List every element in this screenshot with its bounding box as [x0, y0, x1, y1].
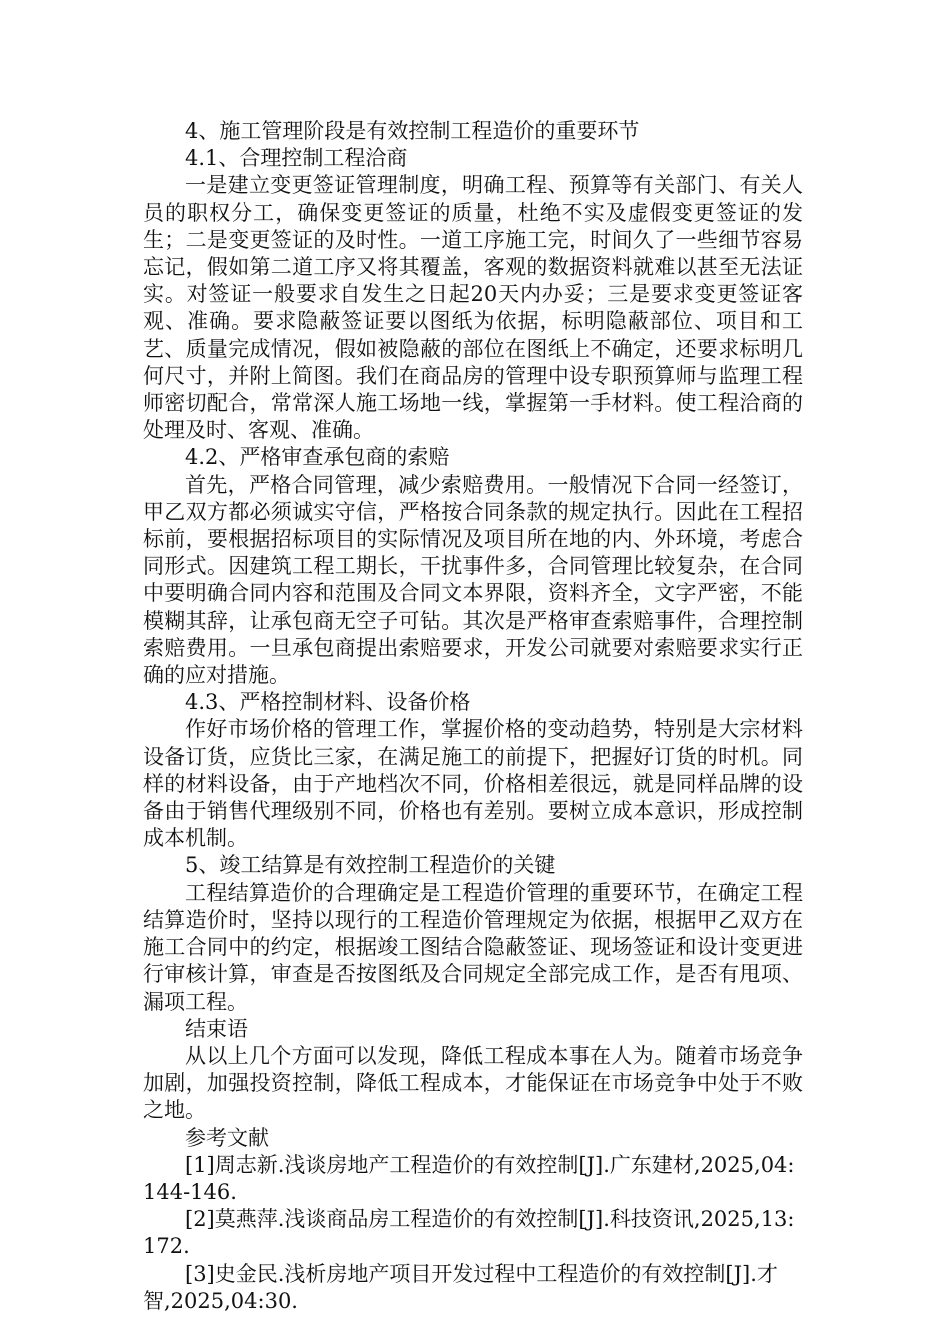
paragraph-conclusion: 从以上几个方面可以发现，降低工程成本事在人为。随着市场竞争加剧，加强投资控制，降低工程成本，才能保证在市场竞争中处于不败之地。: [143, 1043, 803, 1123]
conclusion-heading: 结束语: [185, 1016, 248, 1041]
reference-item-1: [1]周志新.浅谈房地产工程造价的有效控制[J].广东建材,2025,04:144-146.: [143, 1152, 795, 1204]
subsection-heading-4-3: 4.3、严格控制材料、设备价格: [185, 690, 471, 715]
section-heading-5: 5、竣工结算是有效控制工程造价的关键: [185, 853, 556, 878]
reference-item-2: [2]莫燕萍.浅谈商品房工程造价的有效控制[J].科技资讯,2025,13:172.: [143, 1207, 795, 1259]
subsection-heading-4-1: 4.1、合理控制工程洽商: [185, 146, 408, 171]
reference-item-3: [3]史金民.浅析房地产项目开发过程中工程造价的有效控制[J].才智,2025,04:30.: [143, 1261, 778, 1313]
subsection-heading-4-2: 4.2、严格审查承包商的索赔: [185, 445, 450, 470]
references-heading: 参考文献: [185, 1125, 269, 1150]
section-heading-4: 4、施工管理阶段是有效控制工程造价的重要环节: [185, 119, 640, 143]
paragraph-settlement: 工程结算造价的合理确定是工程造价管理的重要环节，在确定工程结算造价时，坚持以现行的工程造价管理规定为依据，根据甲乙双方在施工合同中的约定，根据竣工图结合隐蔽签证、现场签证和设计变更进行审核计算，审查是否按图纸及合同规定全部完成工作，是否有甩项、漏项工程。: [143, 880, 803, 1014]
document-body: [143, 118, 803, 1315]
paragraph-material-prices: 作好市场价格的管理工作，掌握价格的变动趋势，特别是大宗材料设备订货，应货比三家，在满足施工的前提下，把握好订货的时机。同样的材料设备，由于产地档次不同，价格相差很远，就是同样品牌的设备由于销售代理级别不同，价格也有差别。要树立成本意识，形成控制成本机制。: [143, 717, 803, 851]
paragraph-claims: 首先，严格合同管理，减少索赔费用。一般情况下合同一经签订，甲乙双方都必须诚实守信，严格按合同条款的规定执行。因此在工程招标前，要根据招标项目的实际情况及项目所在地的内、外环境，考虑合同形式。因建筑工程工期长，干扰事件多，合同管理比较复杂，在合同中要明确合同内容和范围及合同文本界限，资料齐全，文字严密，不能模糊其辞，让承包商无空子可钻。其次是严格审查索赔事件，合理控制索赔费用。一旦承包商提出索赔要求，开发公司就要对索赔要求实行正确的应对措施。: [143, 472, 803, 688]
paragraph-change-visa: 一是建立变更签证管理制度，明确工程、预算等有关部门、有关人员的职权分工，确保变更签证的质量，杜绝不实及虚假变更签证的发生；二是变更签证的及时性。一道工序施工完，时间久了一些细节容易忘记，假如第二道工序又将其覆盖，客观的数据资料就难以甚至无法证实。对签证一般要求自发生之日起20天内办妥；三是要求变更签证客观、准确。要求隐蔽签证要以图纸为依据，标明隐蔽部位、项目和工艺、质量完成情况，假如被隐蔽的部位在图纸上不确定，还要求标明几何尺寸，并附上简图。我们在商品房的管理中设专职预算师与监理工程师密切配合，常常深人施工场地一线，掌握第一手材料。使工程洽商的处理及时、客观、准确。: [143, 173, 803, 443]
